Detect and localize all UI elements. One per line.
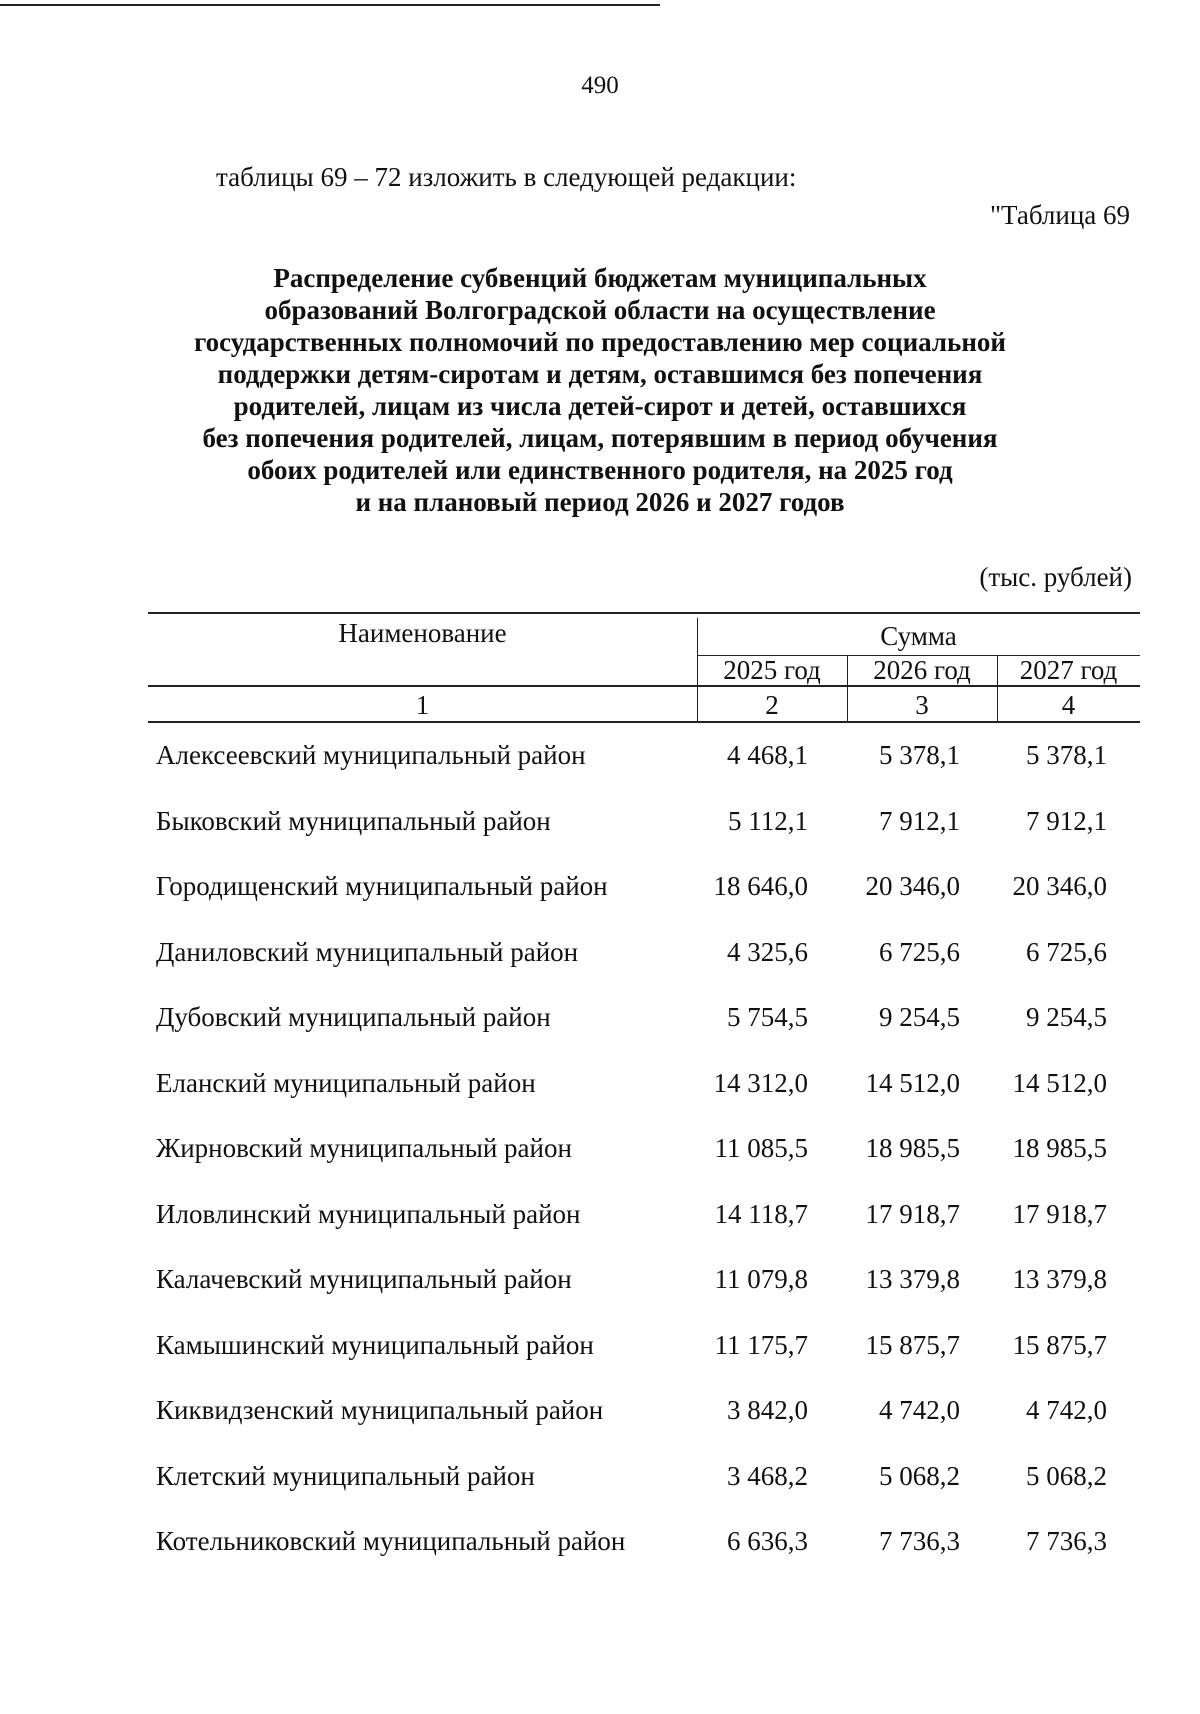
row-name: Калачевский муниципальный район	[156, 1264, 572, 1294]
numbers-bottom-rule	[148, 721, 1140, 723]
table-row	[0, 1199, 1200, 1265]
heading-line: образований Волгоградской области на осуществление	[264, 295, 936, 325]
header-year-2026: 2026 год	[873, 655, 971, 685]
column-number: 4	[1061, 690, 1076, 720]
value-2027: 9 254,5	[1026, 1002, 1107, 1032]
header-top-rule	[148, 612, 1140, 614]
row-name: Иловлинский муниципальный район	[156, 1198, 581, 1229]
heading-line: Распределение субвенций бюджетам муниципальных	[273, 263, 927, 293]
row-name: Еланский муниципальный район	[156, 1067, 536, 1098]
row-name: Дубовский муниципальный район	[156, 1002, 551, 1032]
table-reference: "Таблица 69	[990, 200, 1130, 230]
table-row	[0, 740, 1200, 806]
table-row	[0, 871, 1200, 937]
value-2027: 4 742,0	[1026, 1395, 1107, 1425]
value-2025: 14 118,7	[714, 1198, 808, 1229]
value-2026: 4 742,0	[879, 1395, 960, 1425]
row-name: Киквидзенский муниципальный район	[156, 1395, 604, 1425]
value-2027: 18 985,5	[1012, 1133, 1107, 1163]
value-2025: 18 646,0	[713, 871, 808, 901]
intro-text: таблицы 69 – 72 изложить в следующей редакции:	[216, 162, 797, 192]
value-2027: 7 912,1	[1026, 805, 1107, 836]
heading-line: и на плановый период 2026 и 2027 годов	[355, 487, 845, 517]
row-name: Даниловский муниципальный район	[156, 936, 579, 967]
page-number: 490	[581, 72, 619, 99]
value-2025: 11 079,8	[714, 1264, 808, 1294]
value-2027: 17 918,7	[1012, 1198, 1107, 1229]
row-name: Алексеевский муниципальный район	[156, 740, 586, 770]
value-2025: 11 085,5	[714, 1133, 808, 1163]
row-name: Городищенский муниципальный район	[156, 871, 608, 901]
table-row	[0, 1264, 1200, 1330]
table-row	[0, 1330, 1200, 1396]
value-2025: 4 468,1	[727, 740, 808, 770]
value-2026: 18 985,5	[865, 1133, 960, 1163]
heading-line: обоих родителей или единственного родителя, на 2025 год	[247, 455, 953, 485]
value-2026: 17 918,7	[865, 1198, 960, 1229]
heading-line: родителей, лицам из числа детей-сирот и детей, оставшихся	[233, 391, 967, 421]
table-row	[0, 937, 1200, 1003]
column-number: 1	[415, 690, 430, 720]
heading-line: поддержки детям-сиротам и детям, оставшимся без попечения	[217, 359, 983, 389]
value-2027: 13 379,8	[1012, 1264, 1107, 1294]
value-2027: 6 725,6	[1026, 936, 1107, 967]
row-name: Жирновский муниципальный район	[156, 1133, 572, 1163]
header-sum: Сумма	[880, 621, 957, 651]
header-year-2025: 2025 год	[723, 655, 821, 685]
value-2026: 20 346,0	[865, 871, 960, 901]
value-2026: 15 875,7	[865, 1329, 960, 1360]
value-2025: 3 842,0	[727, 1395, 808, 1425]
value-2026: 5 378,1	[879, 740, 960, 770]
table-heading	[100, 262, 1100, 518]
header-name: Наименование	[338, 618, 507, 648]
column-number: 2	[765, 690, 779, 720]
table-row	[0, 1395, 1200, 1461]
table-row	[0, 1461, 1200, 1527]
value-2027: 5 378,1	[1026, 740, 1107, 770]
table-row	[0, 806, 1200, 872]
table-row	[0, 1526, 1200, 1592]
value-2026: 13 379,8	[865, 1264, 960, 1294]
header-year-2027: 2027 год	[1019, 655, 1118, 685]
row-name: Котельниковский муниципальный район	[156, 1526, 626, 1556]
row-name: Камышинский муниципальный район	[156, 1329, 594, 1360]
value-2025: 5 112,1	[728, 805, 808, 836]
value-2027: 15 875,7	[1012, 1329, 1107, 1360]
value-2025: 3 468,2	[727, 1460, 808, 1491]
column-number: 3	[915, 690, 929, 720]
value-2026: 5 068,2	[879, 1460, 960, 1491]
top-rule	[0, 4, 660, 6]
value-2025: 6 636,3	[727, 1526, 808, 1556]
table-body	[0, 740, 1200, 1592]
value-2026: 14 512,0	[865, 1067, 960, 1098]
value-2025: 14 312,0	[713, 1067, 808, 1098]
value-2026: 6 725,6	[879, 936, 960, 967]
row-name: Быковский муниципальный район	[156, 805, 551, 836]
value-2025: 11 175,7	[714, 1329, 808, 1360]
row-name: Клетский муниципальный район	[156, 1460, 535, 1491]
heading-line: государственных полномочий по предоставлению мер социальной	[194, 327, 1006, 357]
units-label: (тыс. рублей)	[979, 562, 1132, 592]
value-2026: 7 736,3	[879, 1526, 960, 1556]
value-2027: 20 346,0	[1012, 871, 1107, 901]
value-2027: 14 512,0	[1012, 1067, 1107, 1098]
value-2026: 9 254,5	[879, 1002, 960, 1032]
value-2025: 4 325,6	[727, 936, 808, 967]
value-2026: 7 912,1	[879, 805, 960, 836]
value-2025: 5 754,5	[727, 1002, 808, 1032]
heading-line: без попечения родителей, лицам, потерявшим в период обучения	[202, 423, 998, 453]
table-row	[0, 1002, 1200, 1068]
table-row	[0, 1133, 1200, 1199]
value-2027: 7 736,3	[1026, 1526, 1107, 1556]
table-row	[0, 1068, 1200, 1134]
value-2027: 5 068,2	[1026, 1460, 1107, 1491]
